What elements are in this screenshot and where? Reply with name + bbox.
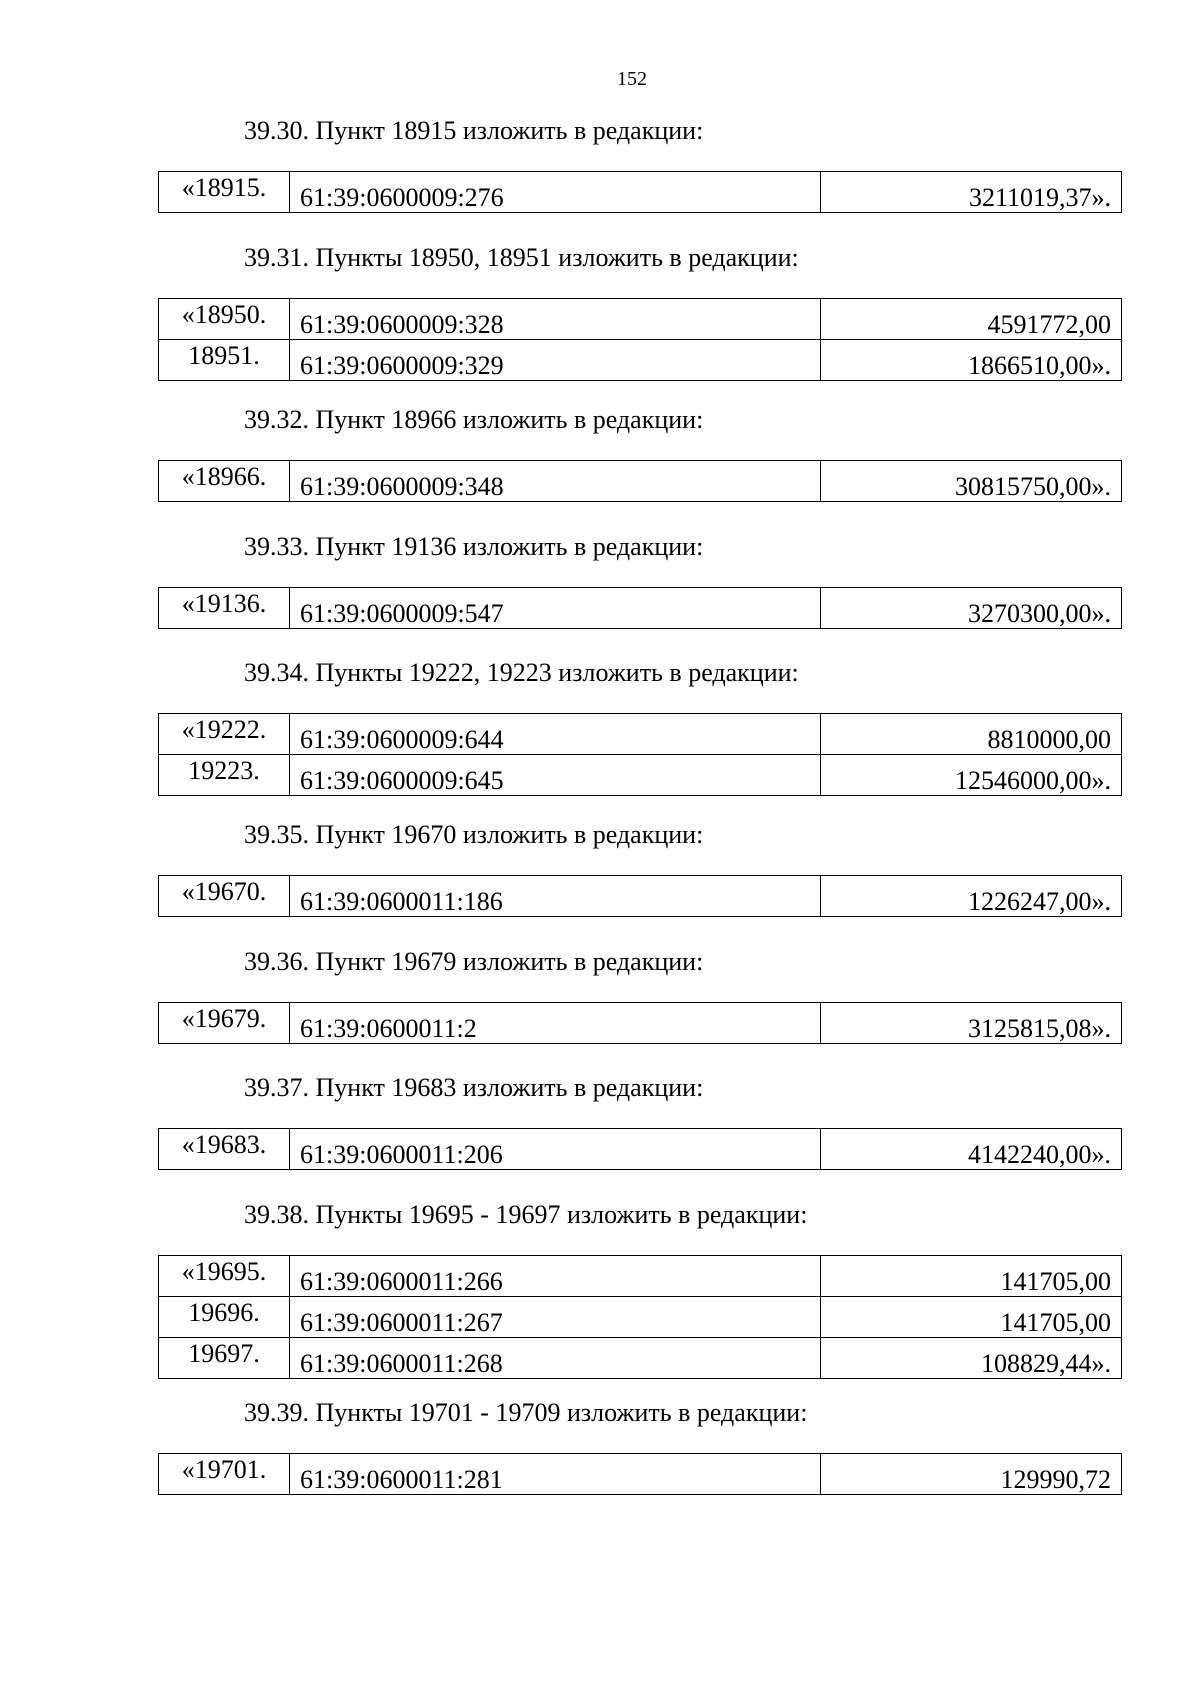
- section-heading: 39.37. Пункт 19683 изложить в редакции:: [244, 1073, 704, 1102]
- section-heading: 39.32. Пункт 18966 изложить в редакции:: [244, 405, 704, 434]
- item-number-cell: «19136.: [159, 588, 290, 629]
- page-number: 152: [617, 68, 647, 90]
- cadastral-value-cell: 3211019,37».: [821, 172, 1122, 213]
- cadastral-number-cell: 61:39:0600009:328: [290, 299, 821, 340]
- cadastral-number-cell: 61:39:0600009:645: [290, 755, 821, 796]
- cadastral-number-cell: 61:39:0600011:186: [290, 876, 821, 917]
- table-row: [159, 755, 1122, 796]
- cadastral-number-cell: 61:39:0600011:206: [290, 1129, 821, 1170]
- table-row: [159, 714, 1122, 755]
- amendment-section: [158, 532, 1122, 628]
- cadastral-value-cell: 4142240,00».: [821, 1129, 1122, 1170]
- section-heading: 39.36. Пункт 19679 изложить в редакции:: [244, 947, 704, 976]
- item-number-cell: «18950.: [159, 299, 290, 340]
- item-number-cell: «19701.: [159, 1454, 290, 1495]
- table-row: [159, 172, 1122, 213]
- section-heading: 39.33. Пункт 19136 изложить в редакции:: [244, 532, 704, 561]
- item-number-cell: «18915.: [159, 172, 290, 213]
- table-row: [159, 1129, 1122, 1170]
- table-row: [159, 340, 1122, 381]
- cadastral-value-cell: 141705,00: [821, 1297, 1122, 1338]
- table-row: [159, 299, 1122, 340]
- table-row: [159, 1338, 1122, 1379]
- amendment-section: [158, 405, 1122, 501]
- section-heading: 39.31. Пункты 18950, 18951 изложить в редакции:: [244, 243, 799, 272]
- cadastral-value-cell: 1226247,00».: [821, 876, 1122, 917]
- section-heading: 39.35. Пункт 19670 изложить в редакции:: [244, 820, 704, 849]
- item-number-cell: 19223.: [159, 755, 290, 796]
- table-row: [159, 1256, 1122, 1297]
- amendment-section: [158, 116, 1122, 212]
- item-number-cell: 19696.: [159, 1297, 290, 1338]
- table-row: [159, 1454, 1122, 1495]
- item-number-cell: 19697.: [159, 1338, 290, 1379]
- cadastral-number-cell: 61:39:0600009:644: [290, 714, 821, 755]
- items-table: [158, 587, 1122, 629]
- table-row: [159, 461, 1122, 502]
- item-number-cell: «19670.: [159, 876, 290, 917]
- section-heading: 39.30. Пункт 18915 изложить в редакции:: [244, 116, 704, 145]
- cadastral-value-cell: 1866510,00».: [821, 340, 1122, 381]
- cadastral-number-cell: 61:39:0600009:547: [290, 588, 821, 629]
- items-table: [158, 1255, 1122, 1379]
- section-heading: 39.38. Пункты 19695 - 19697 изложить в редакции:: [244, 1200, 808, 1229]
- items-table: [158, 171, 1122, 213]
- cadastral-value-cell: 141705,00: [821, 1256, 1122, 1297]
- cadastral-value-cell: 12546000,00».: [821, 755, 1122, 796]
- section-heading: 39.34. Пункты 19222, 19223 изложить в редакции:: [244, 658, 799, 687]
- cadastral-number-cell: 61:39:0600011:281: [290, 1454, 821, 1495]
- cadastral-number-cell: 61:39:0600009:329: [290, 340, 821, 381]
- cadastral-number-cell: 61:39:0600011:267: [290, 1297, 821, 1338]
- item-number-cell: «19222.: [159, 714, 290, 755]
- cadastral-number-cell: 61:39:0600009:348: [290, 461, 821, 502]
- items-table: [158, 1453, 1122, 1495]
- cadastral-number-cell: 61:39:0600011:2: [290, 1003, 821, 1044]
- amendment-section: [158, 243, 1122, 380]
- item-number-cell: 18951.: [159, 340, 290, 381]
- items-table: [158, 1002, 1122, 1044]
- items-table: [158, 1128, 1122, 1170]
- cadastral-value-cell: 8810000,00: [821, 714, 1122, 755]
- items-table: [158, 460, 1122, 502]
- amendment-section: [158, 1200, 1122, 1378]
- table-row: [159, 588, 1122, 629]
- amendment-section: [158, 820, 1122, 916]
- cadastral-number-cell: 61:39:0600011:266: [290, 1256, 821, 1297]
- items-table: [158, 298, 1122, 381]
- cadastral-value-cell: 108829,44».: [821, 1338, 1122, 1379]
- amendment-section: [158, 658, 1122, 795]
- cadastral-value-cell: 129990,72: [821, 1454, 1122, 1495]
- cadastral-value-cell: 30815750,00».: [821, 461, 1122, 502]
- table-row: [159, 1003, 1122, 1044]
- item-number-cell: «19683.: [159, 1129, 290, 1170]
- cadastral-value-cell: 4591772,00: [821, 299, 1122, 340]
- cadastral-number-cell: 61:39:0600011:268: [290, 1338, 821, 1379]
- item-number-cell: «19679.: [159, 1003, 290, 1044]
- cadastral-number-cell: 61:39:0600009:276: [290, 172, 821, 213]
- item-number-cell: «18966.: [159, 461, 290, 502]
- amendment-section: [158, 1398, 1122, 1494]
- items-table: [158, 713, 1122, 796]
- amendment-section: [158, 1073, 1122, 1169]
- table-row: [159, 1297, 1122, 1338]
- item-number-cell: «19695.: [159, 1256, 290, 1297]
- amendment-section: [158, 947, 1122, 1043]
- section-heading: 39.39. Пункты 19701 - 19709 изложить в редакции:: [244, 1398, 808, 1427]
- cadastral-value-cell: 3270300,00».: [821, 588, 1122, 629]
- table-row: [159, 876, 1122, 917]
- cadastral-value-cell: 3125815,08».: [821, 1003, 1122, 1044]
- items-table: [158, 875, 1122, 917]
